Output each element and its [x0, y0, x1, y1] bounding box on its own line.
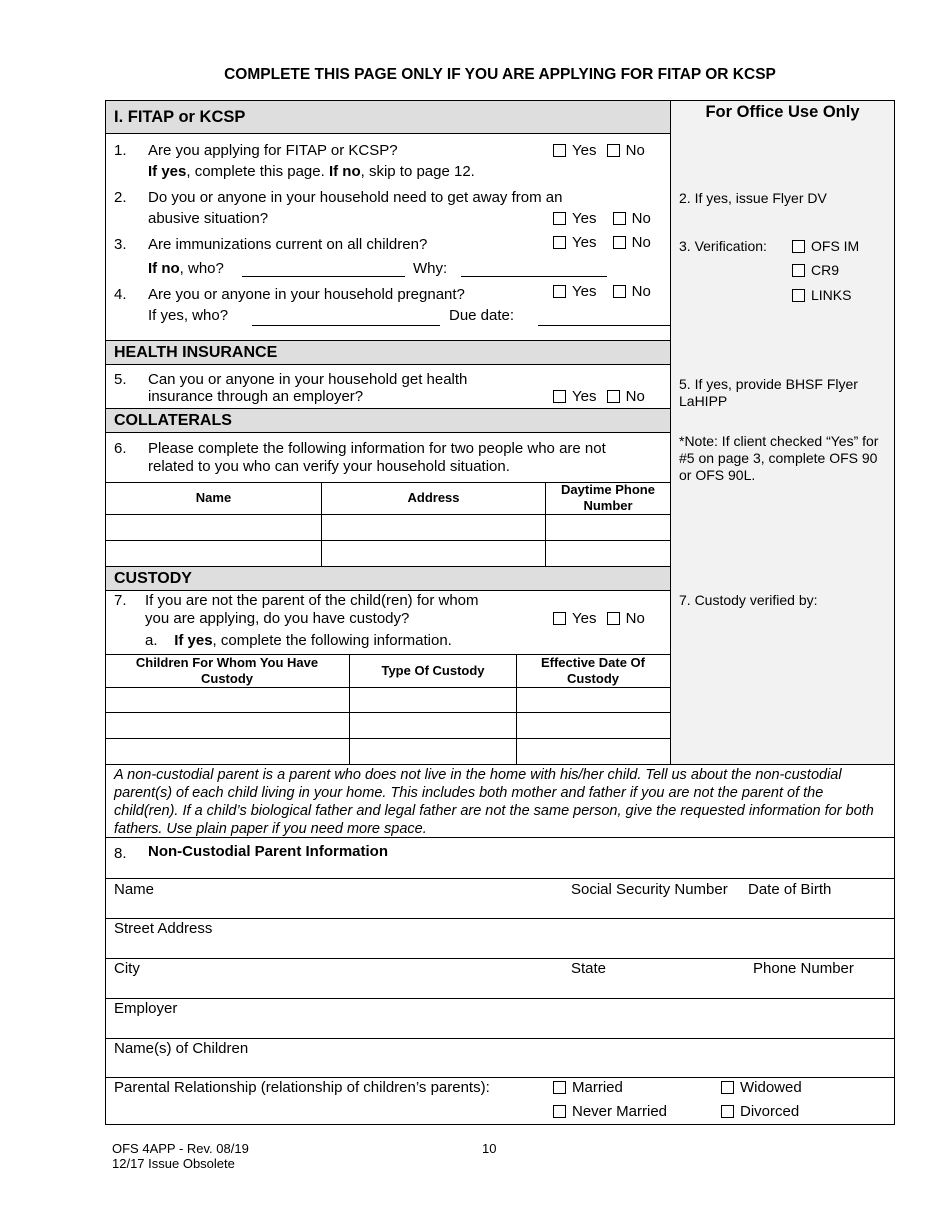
verif-links-label: LINKS [811, 287, 852, 303]
q3-why-input[interactable] [461, 276, 607, 277]
q4-number: 4. [114, 286, 127, 303]
q7-line2: you are applying, do you have custody? [145, 610, 410, 627]
q8-number: 8. [114, 845, 127, 862]
office-note-collaterals: *Note: If client checked “Yes” for #5 on page 3, complete OFS 90 or OFS 90L. [679, 433, 879, 483]
rel-widowed-label: Widowed [740, 1079, 802, 1096]
q4-no-checkbox[interactable] [613, 285, 626, 298]
q2-line1: Do you or anyone in your household need to get away from an [148, 189, 563, 206]
q3-number: 3. [114, 236, 127, 253]
rel-widowed-checkbox[interactable] [721, 1081, 734, 1094]
q1-instructions [148, 163, 475, 181]
ncp-dob-label: Date of Birth [748, 881, 832, 898]
rel-never-married-label: Never Married [572, 1103, 668, 1120]
q7-sub-a [145, 632, 452, 650]
noncustodial-intro: A non-custodial parent is a parent who does not live in the home with his/her child. Tell us about the non-custodial parent(s) of each child living in your home. This includes both mother and father if you are not the parent of the child(ren). If a child’s biological father and legal father are not the same person, give the requested information for both fathers. Use plain paper if you need more space. [114, 767, 874, 837]
q2-yes-no [553, 210, 651, 228]
q2-no-label: No [631, 210, 651, 227]
rel-married-checkbox[interactable] [553, 1081, 566, 1094]
q4-who-input[interactable] [252, 325, 440, 326]
custody-row3-children[interactable] [106, 739, 349, 764]
rel-widowed [721, 1079, 802, 1097]
q1-no-checkbox[interactable] [607, 144, 620, 157]
q1-number: 1. [114, 142, 127, 159]
collat-col-name: Name [195, 490, 232, 505]
q5-yes-label: Yes [572, 388, 597, 405]
office-note-2: 2. If yes, issue Flyer DV [679, 190, 827, 206]
ncp-employer-label: Employer [114, 1000, 178, 1017]
q3-if-no-who [148, 260, 224, 278]
q5-no-checkbox[interactable] [607, 390, 620, 403]
ncp-city-label: City [114, 960, 140, 977]
custody-row3-type[interactable] [350, 739, 516, 764]
health-header: HEALTH INSURANCE [114, 344, 278, 361]
q1-yes-checkbox[interactable] [553, 144, 566, 157]
collat-row1-address[interactable] [322, 515, 545, 540]
q4-due-date-input[interactable] [538, 325, 670, 326]
q4-if-yes-who: If yes, who? [148, 307, 229, 324]
q5-line2: insurance through an employer? [148, 388, 364, 405]
verif-links-checkbox[interactable] [792, 289, 805, 302]
q3-no-label: No [631, 234, 651, 251]
rel-never-married [553, 1103, 667, 1121]
rel-divorced-checkbox[interactable] [721, 1105, 734, 1118]
q3-yes-no [553, 234, 651, 252]
q4-text: Are you or anyone in your household pregnant? [148, 286, 465, 303]
ncp-relationship-label: Parental Relationship (relationship of children’s parents): [114, 1079, 490, 1096]
custody-row1-type[interactable] [350, 688, 516, 712]
q1-if-yes: If yes [148, 163, 187, 180]
office-header: For Office Use Only [705, 103, 860, 121]
q3-who-input[interactable] [242, 276, 405, 277]
q1-if-no: If no [328, 163, 361, 180]
q3-why-label: Why: [413, 260, 448, 277]
q2-number: 2. [114, 189, 127, 206]
q7-yes-no [553, 610, 645, 628]
custody-header: CUSTODY [114, 570, 192, 587]
q6-line2: related to you who can verify your household situation. [148, 458, 510, 475]
q2-yes-checkbox[interactable] [553, 212, 566, 225]
custody-col-children: Children For Whom You Have Custody [135, 655, 319, 686]
q1-no-label: No [625, 142, 645, 159]
q7-no-checkbox[interactable] [607, 612, 620, 625]
verif-cr9 [792, 262, 839, 279]
collat-col-phone: Daytime Phone Number [561, 482, 655, 513]
q5-no-label: No [625, 388, 645, 405]
custody-row2-date[interactable] [517, 713, 670, 738]
rel-divorced [721, 1103, 799, 1121]
page-title: COMPLETE THIS PAGE ONLY IF YOU ARE APPLYING FOR FITAP OR KCSP [224, 66, 776, 83]
q2-yes-label: Yes [572, 210, 597, 227]
q4-due-date-label: Due date: [449, 307, 515, 324]
q7-if-yes: If yes [174, 632, 213, 649]
q3-yes-label: Yes [572, 234, 597, 251]
collat-row1-name[interactable] [106, 515, 321, 540]
q7-yes-checkbox[interactable] [553, 612, 566, 625]
custody-col-type: Type Of Custody [381, 663, 485, 678]
q7-line1: If you are not the parent of the child(ren) for whom [145, 592, 479, 609]
rel-married-label: Married [572, 1079, 623, 1096]
q4-yes-label: Yes [572, 283, 597, 300]
rel-married [553, 1079, 623, 1097]
footer-form-id: OFS 4APP - Rev. 08/19 [112, 1141, 249, 1156]
verif-links [792, 287, 851, 304]
q4-yes-no [553, 283, 651, 301]
q3-yes-checkbox[interactable] [553, 236, 566, 249]
q7-if-yes-text: , complete the following information. [212, 632, 452, 649]
verif-cr9-checkbox[interactable] [792, 264, 805, 277]
q1-yes-no [553, 142, 645, 160]
office-note-3: 3. Verification: [679, 238, 767, 254]
q6-number: 6. [114, 440, 127, 457]
q5-yes-no [553, 388, 645, 406]
footer-obsolete: 12/17 Issue Obsolete [112, 1156, 235, 1171]
collaterals-header: COLLATERALS [114, 412, 232, 429]
q1-if-no-text: , skip to page 12. [360, 163, 475, 180]
q7-no-label: No [625, 610, 645, 627]
q5-yes-checkbox[interactable] [553, 390, 566, 403]
collat-row1-phone[interactable] [546, 515, 670, 540]
rel-never-married-checkbox[interactable] [553, 1105, 566, 1118]
verif-cr9-label: CR9 [811, 262, 840, 278]
custody-row1-children[interactable] [106, 688, 349, 712]
q5-line1: Can you or anyone in your household get health [148, 371, 468, 388]
q1-yes-label: Yes [572, 142, 597, 159]
q2-no-checkbox[interactable] [613, 212, 626, 225]
q5-number: 5. [114, 371, 127, 388]
q1-if-yes-text: , complete this page. [186, 163, 329, 180]
ncp-ssn-label: Social Security Number [571, 881, 728, 898]
q3-no-checkbox[interactable] [613, 236, 626, 249]
q3-text: Are immunizations current on all children? [148, 236, 428, 253]
q6-line1: Please complete the following information for two people who are not [148, 440, 606, 457]
q4-no-label: No [631, 283, 651, 300]
custody-row3-date[interactable] [517, 739, 670, 764]
office-note-5: 5. If yes, provide BHSF Flyer LaHIPP [679, 376, 858, 409]
q7-yes-label: Yes [572, 610, 597, 627]
custody-col-date: Effective Date Of Custody [540, 655, 646, 686]
footer-page-number: 10 [482, 1141, 497, 1156]
q3-if-no: If no [148, 260, 180, 277]
collat-row2-name[interactable] [106, 541, 321, 566]
ncp-children-label: Name(s) of Children [114, 1040, 249, 1057]
q3-who-label: , who? [179, 260, 224, 277]
ncp-name-label: Name [114, 881, 155, 898]
q7-number: 7. [114, 592, 127, 609]
q8-title: Non-Custodial Parent Information [148, 843, 388, 860]
collat-row2-phone[interactable] [546, 541, 670, 566]
custody-row2-children[interactable] [106, 713, 349, 738]
q1-text: Are you applying for FITAP or KCSP? [148, 142, 398, 159]
collat-row2-address[interactable] [322, 541, 545, 566]
section1-header: I. FITAP or KCSP [114, 108, 246, 126]
custody-row2-type[interactable] [350, 713, 516, 738]
q7-sub-a-letter: a. [145, 632, 158, 649]
office-note-7: 7. Custody verified by: [679, 592, 818, 608]
q2-line2: abusive situation? [148, 210, 269, 227]
ncp-street-label: Street Address [114, 920, 213, 937]
q4-yes-checkbox[interactable] [553, 285, 566, 298]
custody-row1-date[interactable] [517, 688, 670, 712]
ncp-state-label: State [571, 960, 607, 977]
verif-ofs-im-checkbox[interactable] [792, 240, 805, 253]
ncp-phone-label: Phone Number [753, 960, 854, 977]
verif-ofs-im [792, 238, 859, 255]
verif-ofs-im-label: OFS IM [811, 238, 860, 254]
collat-col-address: Address [407, 490, 460, 505]
rel-divorced-label: Divorced [740, 1103, 800, 1120]
